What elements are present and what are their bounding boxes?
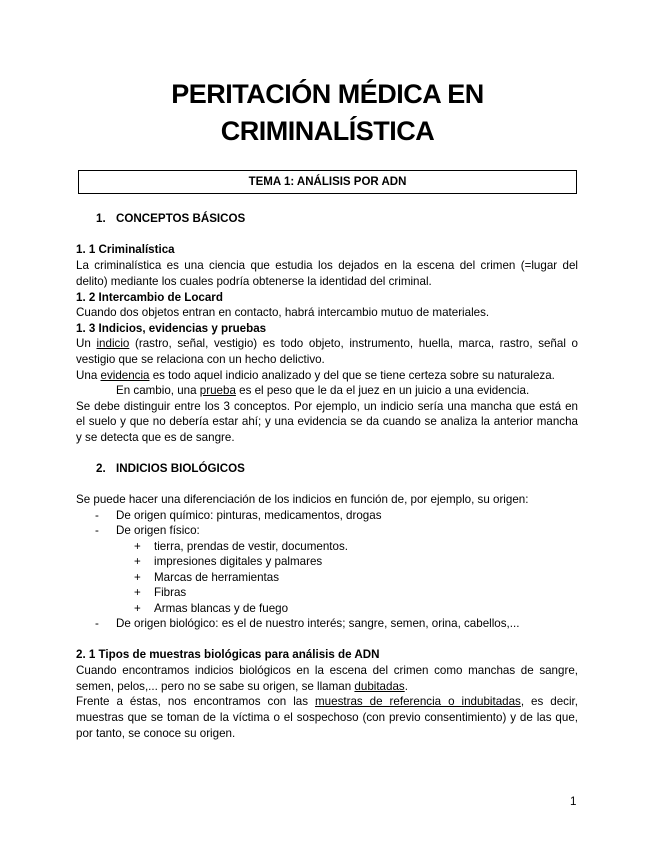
list-item: De origen biológico: es el de nuestro interés; sangre, semen, orina, cabellos,... xyxy=(116,617,520,630)
paragraph-line: Cuando encontramos indicios biológicos en la escena del crimen como manchas de sangre, xyxy=(76,664,578,677)
sub-list-item: impresiones digitales y palmares xyxy=(154,555,323,568)
section-2-number: 2. xyxy=(96,462,106,475)
term-muestras-referencia: muestras de referencia o indubitadas xyxy=(315,695,521,708)
text-run: (rastro, señal, vestigio) es todo objeto, instrumento, huella, marca, rastro, señal o xyxy=(129,337,579,350)
plus-bullet: + xyxy=(134,571,141,584)
text-run: , es decir, xyxy=(520,695,578,708)
section-1-title: CONCEPTOS BÁSICOS xyxy=(116,212,246,225)
plus-bullet: + xyxy=(134,540,141,553)
text-run: Frente a éstas, nos encontramos con las xyxy=(76,695,316,708)
subsection-1-3-title: 1. 3 Indicios, evidencias y pruebas xyxy=(76,322,267,335)
subsection-1-2-title: 1. 2 Intercambio de Locard xyxy=(76,291,223,304)
text-run: En cambio, una xyxy=(116,384,200,397)
document-title-line-2: CRIMINALÍSTICA xyxy=(220,116,435,146)
document-title-line-1: PERITACIÓN MÉDICA EN xyxy=(171,79,484,109)
paragraph-line xyxy=(116,383,618,399)
paragraph-line: vestigio que se relaciona con un hecho delictivo. xyxy=(76,353,325,366)
paragraph-line: el suelo y que no debería estar ahí; y una evidencia se da cuando se analiza la anterior mancha xyxy=(76,415,578,428)
plus-bullet: + xyxy=(134,555,141,568)
subsection-2-1-title: 2. 1 Tipos de muestras biológicas para análisis de ADN xyxy=(76,648,380,661)
dash-bullet: - xyxy=(95,509,99,522)
subsection-1-1-title: 1. 1 Criminalística xyxy=(76,243,175,256)
dash-bullet: - xyxy=(95,617,99,630)
tema-heading-box: TEMA 1: ANÁLISIS POR ADN xyxy=(78,170,577,194)
dash-bullet: - xyxy=(95,524,99,537)
sub-list-item: Marcas de herramientas xyxy=(154,571,280,584)
section-1-number: 1. xyxy=(96,212,106,225)
text-run: Un xyxy=(76,337,97,350)
paragraph-line: por tanto, se conoce su origen. xyxy=(76,727,236,740)
list-item: De origen químico: pinturas, medicamentos, drogas xyxy=(116,509,382,522)
list-item: De origen físico: xyxy=(116,524,200,537)
paragraph-line xyxy=(76,679,578,695)
paragraph-line xyxy=(76,694,578,710)
text-run: Una xyxy=(76,369,101,382)
sub-list-item: Armas blancas y de fuego xyxy=(154,602,289,615)
paragraph-line: y se detecta que es de sangre. xyxy=(76,431,235,444)
section-2-title: INDICIOS BIOLÓGICOS xyxy=(116,462,245,475)
plus-bullet: + xyxy=(134,602,141,615)
paragraph-line: Se puede hacer una diferenciación de los indicios en función de, por ejemplo, su origen: xyxy=(76,493,529,506)
paragraph-line xyxy=(76,368,578,384)
paragraph-line: La criminalística es una ciencia que estudia los dejados en la escena del crimen (=lugar del xyxy=(76,259,578,272)
page-number: 1 xyxy=(570,795,577,808)
text-run: . xyxy=(404,680,408,693)
term-evidencia: evidencia xyxy=(100,369,150,382)
sub-list-item: tierra, prendas de vestir, documentos. xyxy=(154,540,348,553)
paragraph-line xyxy=(76,336,578,352)
term-dubitadas: dubitadas xyxy=(354,680,405,693)
term-prueba: prueba xyxy=(199,384,236,397)
paragraph-line: Se debe distinguir entre los 3 conceptos. Por ejemplo, un indicio sería una mancha que está en xyxy=(76,400,578,413)
paragraph-line: delito) mediante los cuales podría obtenerse la identidad del criminal. xyxy=(76,275,432,288)
plus-bullet: + xyxy=(134,586,141,599)
paragraph-line: Cuando dos objetos entran en contacto, habrá intercambio mutuo de materiales. xyxy=(76,306,490,319)
term-indicio: indicio xyxy=(96,337,130,350)
text-run: es el peso que le da el juez en un juicio a una evidencia. xyxy=(235,384,530,397)
paragraph-line: muestras que se toman de la víctima o el sospechoso (con previo consentimiento) y de las que, xyxy=(76,711,578,724)
text-run: es todo aquel indicio analizado y del que se tiene certeza sobre su naturaleza. xyxy=(149,369,555,382)
sub-list-item: Fibras xyxy=(154,586,187,599)
text-run: semen, pelos,... pero no se sabe su origen, se llaman xyxy=(76,680,355,693)
